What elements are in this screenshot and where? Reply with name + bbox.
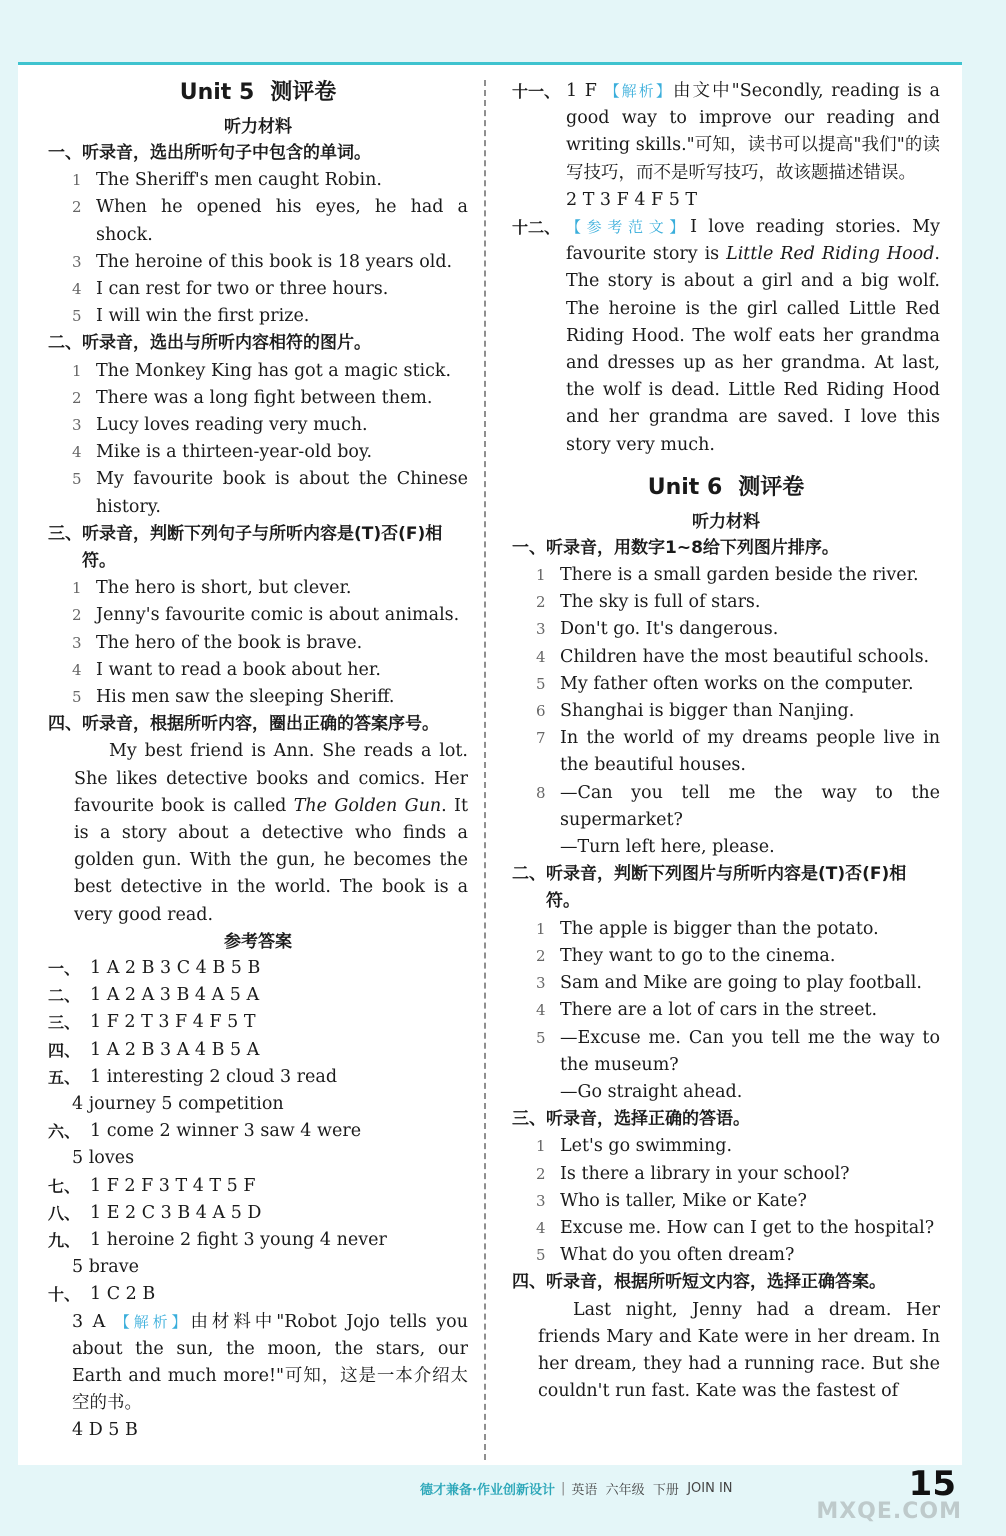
answer-values: 3 A bbox=[72, 1311, 106, 1332]
explanation-text: 由文中"Secondly, reading is a good way to improve our reading and writing skills."可知，读书可以提高"我们"的读写技巧，而不是听写技巧，故该题描述错误。 bbox=[566, 81, 940, 183]
answer-values: 1 F bbox=[566, 81, 597, 101]
section-title: 听录音，判断下列图片与所听内容是(T)否(F)相符。 bbox=[546, 864, 907, 912]
section-heading bbox=[48, 330, 468, 357]
unit5-title bbox=[48, 78, 468, 108]
item-text: Jenny's favourite comic is about animals. bbox=[96, 605, 460, 626]
list-item bbox=[48, 684, 468, 711]
list-item bbox=[48, 630, 468, 657]
answer-values: 1 F 2 F 3 T 4 T 5 F bbox=[90, 1175, 256, 1196]
item-number: 3 bbox=[536, 1191, 546, 1210]
list-item bbox=[512, 698, 940, 725]
list-item bbox=[48, 249, 468, 276]
item-text: I will win the first prize. bbox=[96, 306, 310, 327]
item-text: Children have the most beautiful schools. bbox=[560, 646, 930, 667]
answer-row bbox=[48, 1227, 468, 1254]
item-number: 1 bbox=[72, 361, 82, 380]
item-text: There are a lot of cars in the street. bbox=[560, 1000, 878, 1021]
list-item bbox=[512, 1188, 940, 1215]
answer-key-title: 参考答案 bbox=[224, 931, 292, 952]
item-text: —Excuse me. Can you tell me the way to the museum? bbox=[560, 1027, 940, 1075]
item-text: There is a small garden beside the river. bbox=[560, 565, 919, 586]
answer-values: 1 A 2 B 3 A 4 B 5 A bbox=[90, 1039, 260, 1060]
item-text: What do you often dream? bbox=[560, 1245, 795, 1266]
item-text: The heroine of this book is 18 years old. bbox=[96, 251, 453, 272]
item-number: 5 bbox=[536, 674, 546, 693]
answer-continuation: 5 brave bbox=[72, 1257, 139, 1278]
answer-continuation: 4 D 5 B bbox=[72, 1420, 138, 1441]
list-item bbox=[512, 1025, 940, 1079]
item-number: 3 bbox=[536, 620, 546, 639]
answer-row bbox=[512, 78, 940, 214]
item-number: 1 bbox=[72, 171, 82, 190]
list-item bbox=[48, 303, 468, 330]
section-number: 四、 bbox=[512, 1272, 546, 1293]
sample-essay-tag: 【参考范文】 bbox=[566, 218, 691, 237]
item-number: 5 bbox=[536, 1028, 546, 1047]
answer-row bbox=[512, 214, 940, 459]
answer-number: 十一、 bbox=[512, 82, 561, 101]
item-number: 1 bbox=[72, 579, 82, 598]
item-text: The Monkey King has got a magic stick. bbox=[96, 360, 452, 381]
item-text: His men saw the sleeping Sheriff. bbox=[96, 687, 395, 708]
item-number: 4 bbox=[72, 443, 82, 462]
item-text: In the world of my dreams people live in the beautiful houses. bbox=[560, 728, 940, 776]
answer-row bbox=[48, 1037, 468, 1064]
list-item bbox=[48, 466, 468, 520]
list-item bbox=[48, 385, 468, 412]
item-number: 3 bbox=[72, 416, 82, 435]
term-label: 下册 bbox=[652, 1482, 679, 1498]
list-item bbox=[512, 997, 940, 1024]
item-number: 7 bbox=[536, 729, 546, 748]
essay-text: I love reading stories. My favourite story is bbox=[566, 217, 940, 265]
item-number: 4 bbox=[72, 280, 82, 299]
item-text: —Can you tell me the way to the supermarket? bbox=[560, 782, 940, 830]
item-text: The hero is short, but clever. bbox=[96, 578, 352, 599]
answer-number: 六、 bbox=[48, 1122, 81, 1142]
item-text: The apple is bigger than the potato. bbox=[560, 918, 879, 939]
section-heading bbox=[512, 861, 940, 915]
list-item bbox=[512, 1215, 940, 1242]
list-item bbox=[512, 725, 940, 779]
item-number: 6 bbox=[536, 702, 546, 721]
answer-values: 1 F 2 T 3 F 4 F 5 T bbox=[90, 1012, 256, 1033]
analysis-tag: 【解析】 bbox=[114, 1312, 191, 1331]
item-number: 1 bbox=[536, 566, 546, 585]
item-text: Don't go. It's dangerous. bbox=[560, 619, 779, 640]
item-text: Sam and Mike are going to play football. bbox=[560, 973, 922, 994]
section-title: 听录音，根据所听内容，圈出正确的答案序号。 bbox=[82, 714, 439, 735]
item-text: They want to go to the cinema. bbox=[560, 945, 836, 966]
answer-number: 一、 bbox=[48, 958, 81, 978]
item-number: 4 bbox=[536, 647, 546, 666]
list-item bbox=[48, 602, 468, 629]
unit6-test-label: 测评卷 bbox=[738, 474, 805, 500]
section-number: 一、 bbox=[48, 143, 82, 163]
item-text: There was a long fight between them. bbox=[96, 387, 433, 408]
list-item bbox=[48, 358, 468, 385]
item-number: 2 bbox=[536, 1164, 546, 1183]
item-number: 3 bbox=[72, 252, 82, 271]
section-heading bbox=[512, 1269, 940, 1296]
item-number: 3 bbox=[72, 633, 82, 652]
answer-number: 三、 bbox=[48, 1013, 81, 1033]
left-column bbox=[48, 78, 468, 1445]
section-title: 听录音，根据所听短文内容，选择正确答案。 bbox=[546, 1272, 886, 1293]
answer-number: 九、 bbox=[48, 1230, 81, 1250]
item-number: 4 bbox=[536, 1218, 546, 1237]
answer-explanation bbox=[566, 78, 940, 214]
analysis-tag: 【解析】 bbox=[604, 82, 673, 100]
dialogue-reply: —Turn left here, please. bbox=[560, 837, 775, 858]
section-title: 听录音，用数字1~8给下列图片排序。 bbox=[546, 537, 839, 558]
explanation-text: 由材料中"Robot Jojo tells you about the sun, the moon, the stars, our Earth and much more!"可知，这是一本介绍太空的书。 bbox=[72, 1311, 468, 1414]
dialogue-reply: —Go straight ahead. bbox=[560, 1081, 743, 1102]
passage-text: . It is a story about a detective who finds a golden gun. With the gun, he becomes the best detective in the world. The book is a very good read. bbox=[74, 795, 468, 925]
item-text: Let's go swimming. bbox=[560, 1136, 733, 1157]
answer-values: 1 interesting 2 cloud 3 read bbox=[90, 1066, 338, 1087]
column-divider bbox=[484, 80, 486, 1460]
subject-label: 英语 bbox=[571, 1482, 598, 1498]
answer-number: 八、 bbox=[48, 1203, 81, 1223]
unit5-label: Unit 5 bbox=[179, 80, 255, 105]
watermark: MXQE.COM bbox=[816, 1499, 962, 1524]
section-title: 听录音，选出所听句子中包含的单词。 bbox=[82, 143, 371, 163]
item-number: 4 bbox=[536, 1001, 546, 1020]
passage-text: My best friend is Ann. She reads a lot. She likes detective books and comics. Her favourite book is called bbox=[74, 741, 468, 816]
section-number: 三、 bbox=[48, 523, 82, 544]
section-heading bbox=[48, 711, 468, 738]
listening-passage: Last night, Jenny had a dream. Her friends Mary and Kate were in her dream. In her dream, they had a running race. But she couldn't run fast. Kate was the fastest of bbox=[538, 1299, 940, 1402]
answer-values: 1 E 2 C 3 B 4 A 5 D bbox=[90, 1202, 262, 1223]
item-number: 5 bbox=[72, 307, 82, 326]
item-number: 8 bbox=[536, 783, 546, 802]
section-heading bbox=[48, 521, 468, 575]
list-item bbox=[48, 276, 468, 303]
list-item bbox=[512, 1161, 940, 1188]
book-title: The Golden Gun bbox=[293, 795, 442, 816]
edition-label: JOIN IN bbox=[687, 1480, 733, 1496]
list-item bbox=[48, 575, 468, 602]
answer-row bbox=[48, 955, 468, 982]
item-number: 2 bbox=[536, 593, 546, 612]
item-text: The Sheriff's men caught Robin. bbox=[96, 170, 382, 191]
section-number: 一、 bbox=[512, 537, 546, 558]
answer-values: 1 heroine 2 fight 3 young 4 never bbox=[90, 1229, 387, 1250]
answer-continuation: 4 journey 5 competition bbox=[72, 1093, 284, 1114]
book-title: Little Red Riding Hood bbox=[726, 244, 935, 265]
item-text: Excuse me. How can I get to the hospital? bbox=[560, 1217, 935, 1238]
item-text: Who is taller, Mike or Kate? bbox=[560, 1190, 807, 1211]
right-column bbox=[512, 78, 940, 1405]
item-number: 3 bbox=[536, 974, 546, 993]
answer-row bbox=[48, 1281, 468, 1308]
answer-continuation: 5 loves bbox=[72, 1148, 135, 1169]
section-title: 听录音，选择正确的答语。 bbox=[546, 1109, 750, 1130]
unit6-title bbox=[512, 473, 940, 503]
answer-number: 五、 bbox=[48, 1067, 81, 1087]
series-brand: 德才兼备·作业创新设计 bbox=[420, 1482, 555, 1498]
list-item bbox=[512, 1133, 940, 1160]
section-number: 二、 bbox=[512, 864, 546, 885]
list-item bbox=[48, 657, 468, 684]
list-item bbox=[512, 589, 940, 616]
answer-row bbox=[48, 1200, 468, 1227]
unit6-listening-title: 听力材料 bbox=[692, 511, 760, 532]
footer-separator: | bbox=[560, 1480, 566, 1496]
unit5-test-label: 测评卷 bbox=[270, 80, 337, 105]
answer-values: 2 T 3 F 4 F 5 T bbox=[566, 189, 698, 210]
list-item bbox=[512, 780, 940, 834]
list-item bbox=[512, 1242, 940, 1269]
item-number: 2 bbox=[72, 606, 82, 625]
item-number: 2 bbox=[536, 946, 546, 965]
item-text: My favourite book is about the Chinese history. bbox=[96, 469, 468, 517]
list-item bbox=[512, 644, 940, 671]
section-heading bbox=[512, 535, 940, 562]
section-number: 三、 bbox=[512, 1109, 546, 1130]
essay-text: . The story is about a girl and a big wolf. The heroine is the girl called Little Red Riding Hood. The wolf eats her grandma and dresses up as her grandma. At last, the wolf is dead. Little Red Riding Hood and her grandma are saved. I love this story very much. bbox=[566, 244, 940, 455]
answer-row bbox=[48, 982, 468, 1009]
sample-essay bbox=[566, 214, 940, 459]
list-item bbox=[512, 943, 940, 970]
list-item bbox=[48, 439, 468, 466]
answer-row bbox=[48, 1118, 468, 1145]
item-number: 5 bbox=[72, 688, 82, 707]
answer-row bbox=[48, 1173, 468, 1200]
section-title: 听录音，选出与所听内容相符的图片。 bbox=[82, 333, 371, 354]
answer-values: 1 A 2 B 3 C 4 B 5 B bbox=[90, 957, 261, 978]
answer-number: 七、 bbox=[48, 1176, 81, 1196]
item-text: I want to read a book about her. bbox=[96, 659, 381, 680]
answer-values: 1 A 2 A 3 B 4 A 5 A bbox=[90, 985, 260, 1006]
list-item bbox=[48, 167, 468, 194]
item-text: Lucy loves reading very much. bbox=[96, 415, 368, 436]
item-number: 1 bbox=[536, 919, 546, 938]
item-text: Shanghai is bigger than Nanjing. bbox=[560, 701, 855, 722]
item-text: The sky is full of stars. bbox=[560, 592, 761, 613]
item-number: 5 bbox=[72, 470, 82, 489]
list-item bbox=[512, 970, 940, 997]
item-number: 1 bbox=[536, 1137, 546, 1156]
list-item bbox=[48, 194, 468, 248]
item-number: 4 bbox=[72, 660, 82, 679]
page-number: 15 bbox=[908, 1464, 956, 1504]
item-number: 2 bbox=[72, 388, 82, 407]
list-item bbox=[48, 412, 468, 439]
answer-row bbox=[48, 1064, 468, 1091]
unit5-listening-title: 听力材料 bbox=[224, 117, 292, 137]
section-number: 四、 bbox=[48, 714, 82, 735]
item-text: I can rest for two or three hours. bbox=[96, 279, 389, 300]
section-title: 听录音，判断下列句子与所听内容是(T)否(F)相符。 bbox=[82, 523, 443, 572]
item-text: When he opened his eyes, he had a shock. bbox=[96, 197, 468, 245]
item-text: Is there a library in your school? bbox=[560, 1163, 850, 1184]
section-number: 二、 bbox=[48, 333, 82, 354]
answer-number: 二、 bbox=[48, 986, 81, 1006]
list-item bbox=[512, 916, 940, 943]
answer-number: 十二、 bbox=[512, 218, 561, 238]
list-item bbox=[512, 562, 940, 589]
answer-number: 四、 bbox=[48, 1040, 81, 1060]
unit6-label: Unit 6 bbox=[647, 474, 723, 500]
item-text: The hero of the book is brave. bbox=[96, 632, 363, 653]
grade-label: 六年级 bbox=[605, 1482, 645, 1498]
listening-passage bbox=[48, 738, 468, 928]
list-item bbox=[512, 671, 940, 698]
answer-values: 1 come 2 winner 3 saw 4 were bbox=[90, 1121, 362, 1142]
section-heading bbox=[48, 140, 468, 167]
answer-values: 1 C 2 B bbox=[90, 1284, 156, 1305]
item-number: 5 bbox=[536, 1246, 546, 1265]
answer-row bbox=[48, 1009, 468, 1036]
item-number: 2 bbox=[72, 198, 82, 217]
answer-explanation bbox=[48, 1309, 468, 1418]
item-text: Mike is a thirteen-year-old boy. bbox=[96, 442, 373, 463]
list-item bbox=[512, 616, 940, 643]
answer-number: 十、 bbox=[48, 1285, 81, 1305]
section-heading bbox=[512, 1106, 940, 1133]
item-text: My father often works on the computer. bbox=[560, 673, 914, 694]
